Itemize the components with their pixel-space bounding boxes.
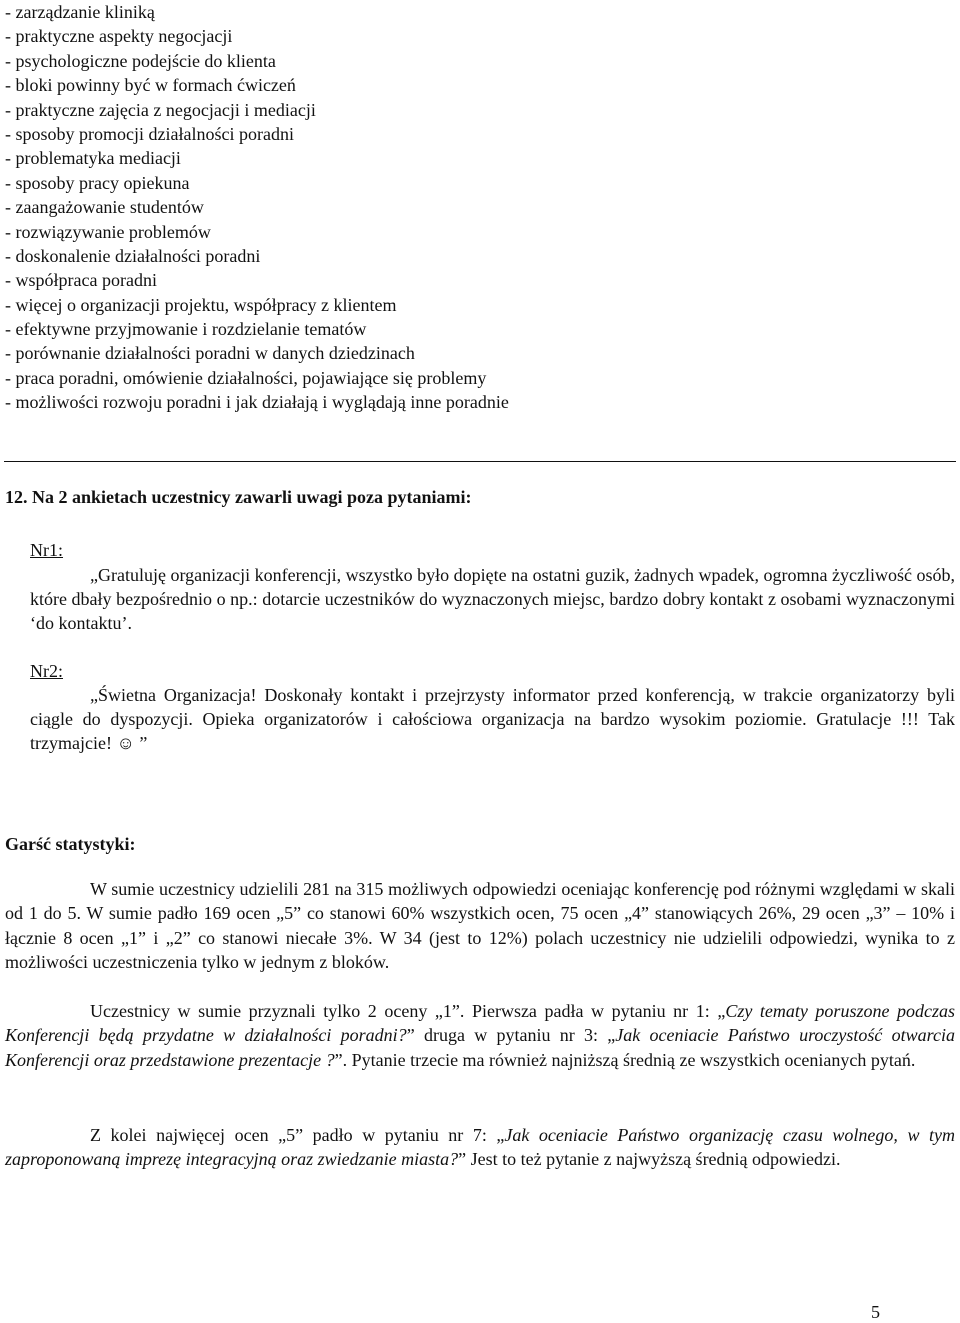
comment-nr2: [30, 683, 955, 756]
comment-label-nr1: [30, 538, 63, 562]
paragraph-text: Z kolei najwięcej ocen „5” padło w pytaniu nr 7: „: [90, 1125, 505, 1145]
paragraph-text: Uczestnicy w sumie przyznali tylko 2 oceny „1”. Pierwsza padła w pytaniu nr 1: „: [90, 1001, 726, 1021]
list-item: - praca poradni, omówienie działalności, pojawiające się problemy: [5, 367, 487, 388]
comment-nr1: [30, 563, 955, 636]
stats-paragraph-1: [5, 877, 955, 974]
list-item: - sposoby promocji działalności poradni: [5, 123, 294, 144]
list-item: - praktyczne zajęcia z negocjacji i mediacji: [5, 99, 316, 120]
list-item: - sposoby pracy opiekuna: [5, 172, 190, 193]
paragraph-text: ” druga w pytaniu nr 3: „: [406, 1025, 616, 1046]
horizontal-divider: [4, 461, 956, 462]
stats-paragraph-3: [5, 1123, 955, 1172]
question-quote: Jak oceniacie Państwo uroczystość otwarcia Konferencji oraz przedstawione prezentacje ?: [5, 1025, 955, 1070]
list-item: - więcej o organizacji projektu, współpracy z klientem: [5, 294, 397, 315]
list-item: - zaangażowanie studentów: [5, 197, 204, 218]
stats-title: Garść statystyki:: [5, 834, 136, 854]
list-item: - efektywne przyjmowanie i rozdzielanie tematów: [5, 319, 367, 340]
comment-label-colon: :: [58, 540, 64, 560]
list-item: - współpraca poradni: [5, 270, 157, 291]
list-item: - rozwiązywanie problemów: [5, 221, 211, 242]
paragraph-text: ” Jest to też pytanie z najwyższą średnią odpowiedzi.: [458, 1149, 841, 1170]
question-quote: Czy tematy poruszone podczas Konferencji będą przydatne w działalności poradni?: [5, 1001, 956, 1046]
list-item: - doskonalenie działalności poradni: [5, 245, 261, 266]
list-item: - psychologiczne podejście do klienta: [5, 50, 276, 71]
list-item: - możliwości rozwoju poradni i jak działają i wyglądają inne poradnie: [5, 392, 509, 413]
suggestions-list: [5, 0, 509, 415]
list-item: - praktyczne aspekty negocjacji: [5, 26, 233, 47]
stats-paragraph-2: [5, 999, 955, 1072]
list-item: - porównanie działalności poradni w danych dziedzinach: [5, 343, 415, 364]
list-item: - problematyka mediacji: [5, 148, 181, 169]
paragraph-text: W sumie uczestnicy udzielili 281 na 315 możliwych odpowiedzi oceniając konferencję pod różnymi względami w skali od 1 do 5. W sumie padło 169 ocen „5” co stanowi 60% wszystkich ocen, 75 ocen „4” stanowiących 26%, 29 ocen „3” – 10% i łącznie 8 ocen „1” i „2” co stanowi niecałe 3%. W 34 (jest to 12%) polach uczestnicy nie udzielili odpowiedzi, wynika to z możliwości uczestniczenia tylko w jednym z bloków.: [5, 879, 955, 972]
comment-text: „Świetna Organizacja! Doskonały kontakt i przejrzysty informator przed konferencją, w trakcie organizatorzy byli ciągle do dyspozycji. Opieka organizatorów i całościowa organizacja na bardzo wysokim poziomie. Gratulacje !!! Tak trzymajcie! ☺ ”: [30, 685, 955, 754]
page-number: 5: [871, 1302, 880, 1322]
list-item: - bloki powinny być w formach ćwiczeń: [5, 75, 296, 96]
list-item: - zarządzanie kliniką: [5, 2, 155, 22]
question-quote: Jak oceniacie Państwo organizację czasu wolnego, w tym zaproponowaną imprezę integracyjną oraz zwiedzanie miasta?: [5, 1125, 955, 1170]
comment-label-text: Nr1: [30, 540, 58, 560]
paragraph-text: ”. Pytanie trzecie ma również najniższą średnią ze wszystkich ocenianych pytań.: [334, 1049, 916, 1070]
comment-label-nr2: Nr2:: [30, 661, 63, 681]
section-heading: 12. Na 2 ankietach uczestnicy zawarli uwagi poza pytaniami:: [5, 487, 472, 507]
comment-text: „Gratuluję organizacji konferencji, wszystko było dopięte na ostatni guzik, żadnych wpadek, ogromna życzliwość osób, które dbały bezpośrednio o np.: dotarcie uczestników do wyznaczonych miejsc, bardzo dobry kontakt z osobami wyznaczonymi ‘do kontaktu’.: [30, 565, 955, 634]
